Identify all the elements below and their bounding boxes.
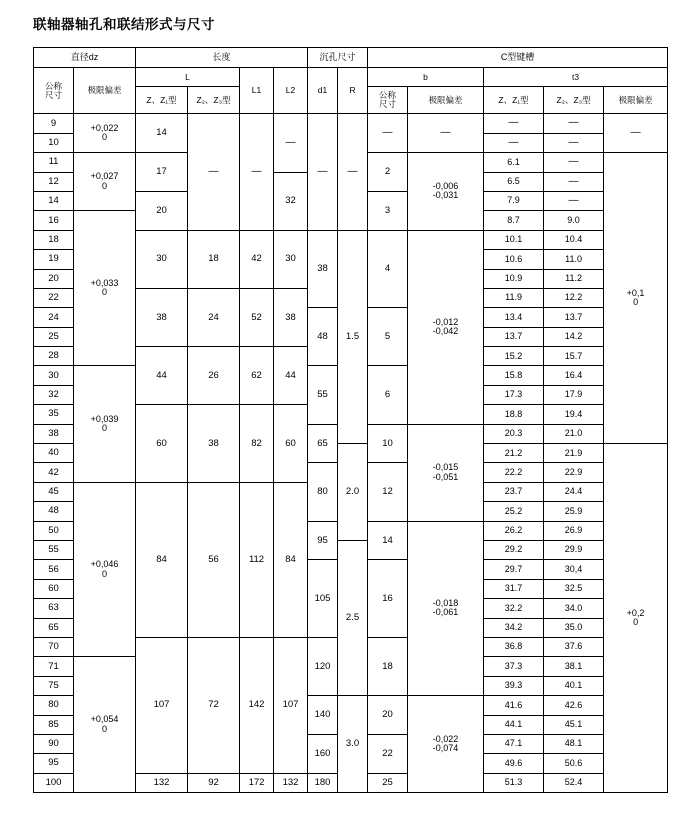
cell-t3-z-z1: 31.7 bbox=[484, 579, 544, 598]
cell-L1: 62 bbox=[240, 347, 274, 405]
cell-t3-z2-z3: 12.2 bbox=[544, 288, 604, 307]
cell-d1: 80 bbox=[308, 463, 338, 521]
cell-t3-z-z1: 39.3 bbox=[484, 676, 544, 695]
spec-table-wrap bbox=[33, 47, 667, 793]
cell-t3-z2-z3: 30,4 bbox=[544, 560, 604, 579]
header-b-nominal: 公称 尺寸 bbox=[368, 87, 408, 114]
cell-R: 2.5 bbox=[338, 540, 368, 695]
cell-t3-z2-z3: — bbox=[544, 191, 604, 210]
cell-dz: 30 bbox=[34, 366, 74, 385]
cell-d1: 120 bbox=[308, 637, 338, 695]
cell-R: 1.5 bbox=[338, 230, 368, 443]
cell-L2: — bbox=[274, 114, 308, 172]
cell-t3-z-z1: 23.7 bbox=[484, 482, 544, 501]
cell-dz-tolerance: +0,033 0 bbox=[74, 211, 136, 366]
cell-L-z-z1: 132 bbox=[136, 773, 188, 792]
cell-d1: 160 bbox=[308, 734, 338, 773]
cell-t3-z2-z3: — bbox=[544, 133, 604, 152]
cell-t3-z2-z3: 25.9 bbox=[544, 502, 604, 521]
cell-t3-z-z1: 13.4 bbox=[484, 308, 544, 327]
cell-L2: 107 bbox=[274, 637, 308, 773]
cell-t3-tolerance: — bbox=[604, 114, 668, 153]
cell-dz: 65 bbox=[34, 618, 74, 637]
cell-t3-z-z1: 18.8 bbox=[484, 405, 544, 424]
header-sub-L: L bbox=[136, 68, 240, 87]
cell-d1: 95 bbox=[308, 521, 338, 560]
cell-t3-z2-z3: 24.4 bbox=[544, 482, 604, 501]
header-limit-deviation: 极限偏差 bbox=[74, 68, 136, 114]
cell-L1: — bbox=[240, 114, 274, 230]
cell-L-z-z1: 107 bbox=[136, 637, 188, 773]
cell-L1: 172 bbox=[240, 773, 274, 792]
cell-t3-z-z1: 13.7 bbox=[484, 327, 544, 346]
header-counterbore: 沉孔尺寸 bbox=[308, 48, 368, 68]
cell-t3-z-z1: 20.3 bbox=[484, 424, 544, 443]
cell-dz: 28 bbox=[34, 347, 74, 366]
cell-t3-tolerance: +0,2 0 bbox=[604, 444, 668, 793]
cell-t3-z2-z3: — bbox=[544, 114, 604, 133]
cell-L-z-z1: 38 bbox=[136, 288, 188, 346]
cell-dz: 100 bbox=[34, 773, 74, 792]
cell-dz: 20 bbox=[34, 269, 74, 288]
cell-dz: 24 bbox=[34, 308, 74, 327]
cell-d1: 180 bbox=[308, 773, 338, 792]
cell-dz: 71 bbox=[34, 657, 74, 676]
cell-t3-z-z1: 15.2 bbox=[484, 347, 544, 366]
header-row-2 bbox=[34, 68, 668, 87]
cell-t3-z-z1: 36.8 bbox=[484, 637, 544, 656]
cell-dz: 75 bbox=[34, 676, 74, 695]
cell-t3-z-z1: — bbox=[484, 133, 544, 152]
cell-L2: 38 bbox=[274, 288, 308, 346]
cell-b-nominal: 22 bbox=[368, 734, 408, 773]
cell-t3-z-z1: 6.1 bbox=[484, 153, 544, 172]
header-t3-z-z1: Z、Z₁型 bbox=[484, 87, 544, 114]
cell-t3-z-z1: 10.9 bbox=[484, 269, 544, 288]
cell-L-z2-z3: 92 bbox=[188, 773, 240, 792]
cell-t3-z2-z3: 52.4 bbox=[544, 773, 604, 792]
cell-dz: 55 bbox=[34, 540, 74, 559]
cell-t3-z-z1: 34.2 bbox=[484, 618, 544, 637]
cell-t3-z2-z3: 50.6 bbox=[544, 754, 604, 773]
cell-dz: 63 bbox=[34, 599, 74, 618]
cell-dz: 22 bbox=[34, 288, 74, 307]
cell-dz: 50 bbox=[34, 521, 74, 540]
cell-t3-z2-z3: 11.2 bbox=[544, 269, 604, 288]
cell-t3-z-z1: 7.9 bbox=[484, 191, 544, 210]
cell-L1: 42 bbox=[240, 230, 274, 288]
cell-L2: 44 bbox=[274, 347, 308, 405]
header-row-1 bbox=[34, 48, 668, 68]
header-nominal-size: 公称 尺寸 bbox=[34, 68, 74, 114]
cell-b-nominal: 5 bbox=[368, 308, 408, 366]
cell-t3-z2-z3: 45.1 bbox=[544, 715, 604, 734]
cell-t3-z-z1: 17.3 bbox=[484, 385, 544, 404]
cell-t3-z-z1: 49.6 bbox=[484, 754, 544, 773]
cell-t3-z2-z3: 13.7 bbox=[544, 308, 604, 327]
cell-b-nominal: 6 bbox=[368, 366, 408, 424]
header-t3-z2-z3: Z₂、Z₃型 bbox=[544, 87, 604, 114]
cell-dz: 42 bbox=[34, 463, 74, 482]
cell-dz: 90 bbox=[34, 734, 74, 753]
cell-R: 2.0 bbox=[338, 444, 368, 541]
cell-b-tolerance: -0,018 -0,061 bbox=[408, 521, 484, 696]
table-row bbox=[34, 114, 668, 133]
cell-t3-z-z1: 44.1 bbox=[484, 715, 544, 734]
header-sub-b: b bbox=[368, 68, 484, 87]
cell-L-z-z1: 44 bbox=[136, 347, 188, 405]
cell-dz: 11 bbox=[34, 153, 74, 172]
cell-dz: 56 bbox=[34, 560, 74, 579]
cell-t3-z2-z3: 38.1 bbox=[544, 657, 604, 676]
cell-b-tolerance: -0,006 -0,031 bbox=[408, 153, 484, 231]
cell-dz: 38 bbox=[34, 424, 74, 443]
header-keyway: C型键槽 bbox=[368, 48, 668, 68]
cell-t3-z2-z3: 35.0 bbox=[544, 618, 604, 637]
cell-dz: 35 bbox=[34, 405, 74, 424]
header-d1: d1 bbox=[308, 68, 338, 114]
cell-t3-z-z1: 32.2 bbox=[484, 599, 544, 618]
cell-L-z2-z3: 38 bbox=[188, 405, 240, 483]
cell-dz-tolerance: +0,027 0 bbox=[74, 153, 136, 211]
cell-t3-z2-z3: 14.2 bbox=[544, 327, 604, 346]
cell-L-z-z1: 14 bbox=[136, 114, 188, 153]
cell-t3-z-z1: 29.7 bbox=[484, 560, 544, 579]
cell-t3-z-z1: 11.9 bbox=[484, 288, 544, 307]
cell-t3-z2-z3: 40.1 bbox=[544, 676, 604, 695]
cell-t3-z2-z3: 32.5 bbox=[544, 579, 604, 598]
cell-t3-z-z1: 25.2 bbox=[484, 502, 544, 521]
header-R: R bbox=[338, 68, 368, 114]
cell-t3-z-z1: 51.3 bbox=[484, 773, 544, 792]
cell-t3-z2-z3: 37.6 bbox=[544, 637, 604, 656]
cell-dz: 80 bbox=[34, 696, 74, 715]
cell-t3-z2-z3: 34.0 bbox=[544, 599, 604, 618]
spec-table bbox=[33, 47, 668, 793]
cell-L1: 52 bbox=[240, 288, 274, 346]
cell-b-nominal: 10 bbox=[368, 424, 408, 463]
header-L1: L1 bbox=[240, 68, 274, 114]
cell-b-nominal: 25 bbox=[368, 773, 408, 792]
cell-b-nominal: 2 bbox=[368, 153, 408, 192]
cell-dz-tolerance: +0,054 0 bbox=[74, 657, 136, 793]
cell-b-tolerance: -0,015 -0,051 bbox=[408, 424, 484, 521]
header-diameter: 直径dz bbox=[34, 48, 136, 68]
cell-t3-z-z1: 10.6 bbox=[484, 250, 544, 269]
cell-t3-z2-z3: 11.0 bbox=[544, 250, 604, 269]
cell-dz-tolerance: +0,046 0 bbox=[74, 482, 136, 657]
cell-L-z2-z3: 24 bbox=[188, 288, 240, 346]
cell-L-z-z1: 17 bbox=[136, 153, 188, 192]
cell-dz: 14 bbox=[34, 191, 74, 210]
cell-t3-z2-z3: 26.9 bbox=[544, 521, 604, 540]
cell-t3-z2-z3: — bbox=[544, 172, 604, 191]
cell-t3-z-z1: 10.1 bbox=[484, 230, 544, 249]
cell-t3-z2-z3: 10.4 bbox=[544, 230, 604, 249]
cell-R: — bbox=[338, 114, 368, 230]
cell-L-z-z1: 60 bbox=[136, 405, 188, 483]
cell-d1: 140 bbox=[308, 696, 338, 735]
cell-dz: 70 bbox=[34, 637, 74, 656]
cell-L-z-z1: 20 bbox=[136, 191, 188, 230]
cell-t3-z2-z3: 17.9 bbox=[544, 385, 604, 404]
cell-L2: 60 bbox=[274, 405, 308, 483]
cell-t3-z2-z3: 42.6 bbox=[544, 696, 604, 715]
cell-L-z2-z3: 18 bbox=[188, 230, 240, 288]
header-L-z2-z3: Z₂、Z₃型 bbox=[188, 87, 240, 114]
cell-t3-z-z1: 22.2 bbox=[484, 463, 544, 482]
cell-dz: 18 bbox=[34, 230, 74, 249]
cell-L-z-z1: 84 bbox=[136, 482, 188, 637]
cell-t3-z2-z3: 19.4 bbox=[544, 405, 604, 424]
cell-L-z2-z3: 56 bbox=[188, 482, 240, 637]
cell-dz: 48 bbox=[34, 502, 74, 521]
cell-dz-tolerance: +0,022 0 bbox=[74, 114, 136, 153]
cell-t3-z2-z3: 29.9 bbox=[544, 540, 604, 559]
cell-L-z-z1: 30 bbox=[136, 230, 188, 288]
cell-d1: 105 bbox=[308, 560, 338, 638]
cell-L2: 132 bbox=[274, 773, 308, 792]
cell-dz: 60 bbox=[34, 579, 74, 598]
cell-d1: — bbox=[308, 114, 338, 230]
cell-t3-z-z1: — bbox=[484, 114, 544, 133]
cell-t3-z2-z3: 48.1 bbox=[544, 734, 604, 753]
cell-d1: 65 bbox=[308, 424, 338, 463]
cell-t3-z-z1: 37.3 bbox=[484, 657, 544, 676]
header-length: 长度 bbox=[136, 48, 308, 68]
cell-dz: 16 bbox=[34, 211, 74, 230]
header-t3-limit-deviation: 极限偏差 bbox=[604, 87, 668, 114]
cell-t3-z-z1: 21.2 bbox=[484, 444, 544, 463]
cell-dz: 10 bbox=[34, 133, 74, 152]
cell-dz: 40 bbox=[34, 444, 74, 463]
cell-b-nominal: 12 bbox=[368, 463, 408, 521]
cell-L1: 82 bbox=[240, 405, 274, 483]
cell-dz-tolerance: +0,039 0 bbox=[74, 366, 136, 482]
cell-t3-z2-z3: 21.9 bbox=[544, 444, 604, 463]
cell-b-nominal: — bbox=[368, 114, 408, 153]
cell-L1: 142 bbox=[240, 637, 274, 773]
cell-dz: 45 bbox=[34, 482, 74, 501]
header-b-limit-deviation: 极限偏差 bbox=[408, 87, 484, 114]
cell-t3-z-z1: 6.5 bbox=[484, 172, 544, 191]
cell-t3-z-z1: 15.8 bbox=[484, 366, 544, 385]
cell-b-nominal: 16 bbox=[368, 560, 408, 638]
cell-dz: 95 bbox=[34, 754, 74, 773]
header-sub-t3: t3 bbox=[484, 68, 668, 87]
cell-t3-z2-z3: 9.0 bbox=[544, 211, 604, 230]
cell-b-tolerance: -0,022 -0,074 bbox=[408, 696, 484, 793]
cell-d1: 48 bbox=[308, 308, 338, 366]
cell-t3-tolerance: +0,1 0 bbox=[604, 153, 668, 444]
cell-d1: 38 bbox=[308, 230, 338, 308]
cell-t3-z-z1: 8.7 bbox=[484, 211, 544, 230]
cell-L2: 30 bbox=[274, 230, 308, 288]
cell-L-z2-z3: — bbox=[188, 114, 240, 230]
cell-R: 3.0 bbox=[338, 696, 368, 793]
cell-L2: 32 bbox=[274, 172, 308, 230]
cell-b-nominal: 4 bbox=[368, 230, 408, 308]
cell-L1: 112 bbox=[240, 482, 274, 637]
cell-dz: 19 bbox=[34, 250, 74, 269]
cell-L-z2-z3: 72 bbox=[188, 637, 240, 773]
header-L2: L2 bbox=[274, 68, 308, 114]
page-title: 联轴器轴孔和联结形式与尺寸 bbox=[33, 17, 215, 32]
cell-t3-z2-z3: 21.0 bbox=[544, 424, 604, 443]
cell-dz: 12 bbox=[34, 172, 74, 191]
cell-b-nominal: 20 bbox=[368, 696, 408, 735]
cell-t3-z2-z3: 22.9 bbox=[544, 463, 604, 482]
cell-t3-z2-z3: — bbox=[544, 153, 604, 172]
header-L-z-z1: Z、Z₁型 bbox=[136, 87, 188, 114]
cell-dz: 32 bbox=[34, 385, 74, 404]
cell-b-nominal: 18 bbox=[368, 637, 408, 695]
cell-t3-z2-z3: 15.7 bbox=[544, 347, 604, 366]
cell-t3-z-z1: 29.2 bbox=[484, 540, 544, 559]
cell-t3-z-z1: 41.6 bbox=[484, 696, 544, 715]
cell-L-z2-z3: 26 bbox=[188, 347, 240, 405]
cell-b-tolerance: — bbox=[408, 114, 484, 153]
cell-t3-z-z1: 26.2 bbox=[484, 521, 544, 540]
cell-b-nominal: 3 bbox=[368, 191, 408, 230]
cell-d1: 55 bbox=[308, 366, 338, 424]
cell-dz: 9 bbox=[34, 114, 74, 133]
cell-dz: 85 bbox=[34, 715, 74, 734]
cell-t3-z-z1: 47.1 bbox=[484, 734, 544, 753]
cell-t3-z2-z3: 16.4 bbox=[544, 366, 604, 385]
cell-b-nominal: 14 bbox=[368, 521, 408, 560]
cell-b-tolerance: -0,012 -0,042 bbox=[408, 230, 484, 424]
cell-dz: 25 bbox=[34, 327, 74, 346]
cell-L2: 84 bbox=[274, 482, 308, 637]
